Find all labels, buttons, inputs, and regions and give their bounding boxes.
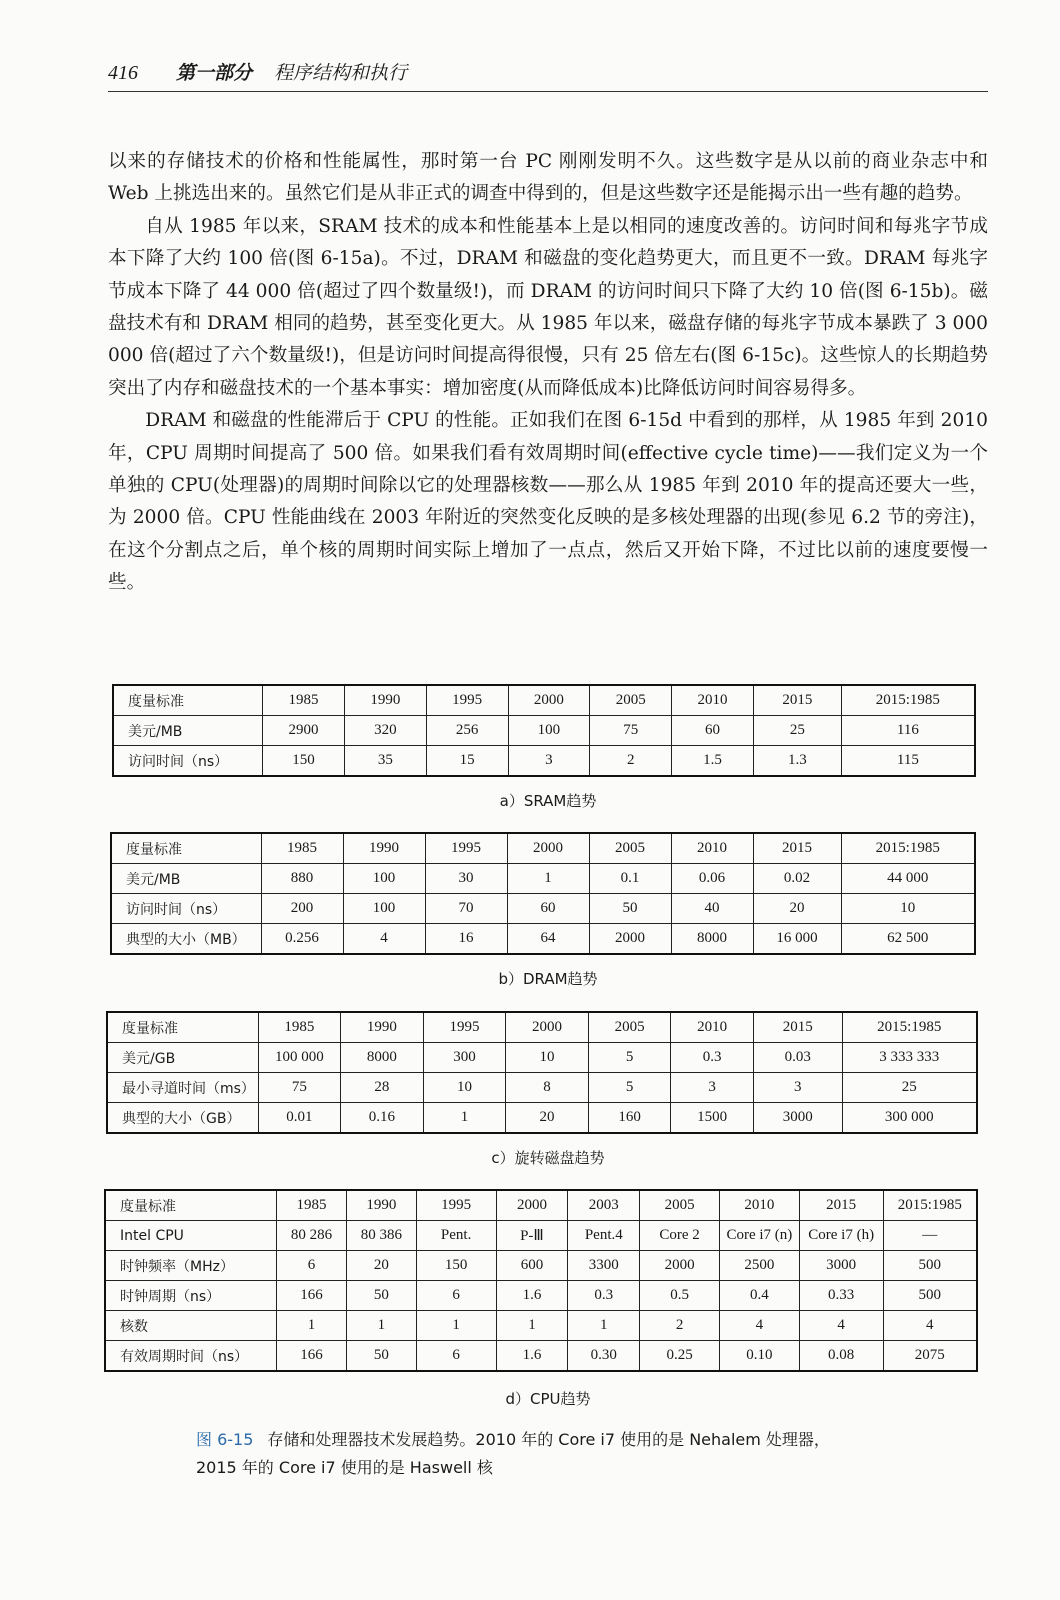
table-cell: 2900 [263, 716, 345, 746]
table-cell: 1990 [346, 1190, 416, 1221]
row-label: 度量标准 [107, 1012, 258, 1043]
table-cell: 15 [426, 746, 508, 777]
table-cell: 2 [590, 746, 672, 777]
chapter-title: 程序结构和执行 [274, 62, 408, 84]
table-cell: 62 500 [841, 924, 975, 955]
table-cell: 16 000 [753, 924, 841, 955]
table-cell: 20 [753, 894, 841, 924]
table-caption: d）CPU趋势 [505, 1390, 591, 1408]
table-row [105, 1251, 977, 1281]
part-label: 第一部分 [176, 62, 253, 84]
table-row [107, 1103, 977, 1134]
table-cell: 1 [568, 1311, 640, 1341]
row-label: 典型的大小（MB） [111, 924, 261, 955]
table-cell: Core i7 (h) [799, 1221, 883, 1251]
figure-caption [196, 1426, 956, 1482]
table-cell: 150 [263, 746, 345, 777]
table-cell: 4 [343, 924, 425, 955]
table-cell: 50 [589, 894, 671, 924]
table-cell: 1985 [258, 1012, 341, 1043]
table-cell: 1 [423, 1103, 506, 1134]
running-header [108, 56, 988, 92]
table-cell: 2015:1985 [842, 1012, 977, 1043]
table-cell: 4 [720, 1311, 800, 1341]
table-cell: — [883, 1221, 977, 1251]
table-cell: 1.3 [753, 746, 841, 777]
table-cell: 1 [277, 1311, 347, 1341]
table-cell: 80 386 [346, 1221, 416, 1251]
row-label: 度量标准 [105, 1190, 277, 1221]
table-cell: 2000 [589, 924, 671, 955]
table-cell: 3300 [568, 1251, 640, 1281]
table-cell: 1 [346, 1311, 416, 1341]
table-cell: 0.25 [640, 1341, 720, 1372]
table-cell: 2015:1985 [841, 833, 975, 864]
table-cell: 100 [343, 864, 425, 894]
table-cell: 1500 [671, 1103, 754, 1134]
row-label: 访问时间（ns） [111, 894, 261, 924]
figure-number: 图 6-15 [196, 1430, 254, 1449]
table-cell: 2000 [496, 1190, 568, 1221]
table-cell: 1995 [423, 1012, 506, 1043]
table-header-row [105, 1190, 977, 1221]
table-cell: 1995 [416, 1190, 496, 1221]
table-cell: 1 [416, 1311, 496, 1341]
table-header-row [107, 1012, 977, 1043]
table-cell: 0.3 [671, 1043, 754, 1073]
row-label: 美元/GB [107, 1043, 258, 1073]
table-cell: 10 [506, 1043, 589, 1073]
table-cell: 2000 [507, 833, 589, 864]
table-cell: 0.1 [589, 864, 671, 894]
table-cell: 3000 [799, 1251, 883, 1281]
table-cell: Core 2 [640, 1221, 720, 1251]
table-row [111, 864, 975, 894]
body-text [108, 146, 988, 600]
table-header-row [111, 833, 975, 864]
row-label: 核数 [105, 1311, 277, 1341]
table-cell: 20 [506, 1103, 589, 1134]
table-cell: 0.16 [341, 1103, 424, 1134]
figure-caption-line: 存储和处理器技术发展趋势。2010 年的 Core i7 使用的是 Nehalem 处理器， [267, 1430, 830, 1449]
table-cell: 40 [671, 894, 753, 924]
table-cell: 2010 [671, 833, 753, 864]
table-cell: 6 [277, 1251, 347, 1281]
table-cell: 64 [507, 924, 589, 955]
table-cell: Pent.4 [568, 1221, 640, 1251]
table-cell: 6 [416, 1341, 496, 1372]
table-cell: 1.5 [672, 746, 754, 777]
table-cell: 100 [343, 894, 425, 924]
table-cell: 10 [841, 894, 975, 924]
table-cell: 1985 [263, 685, 345, 716]
table-row [113, 716, 975, 746]
table-cell: 75 [590, 716, 672, 746]
table-cell: 880 [261, 864, 343, 894]
table-row [105, 1341, 977, 1372]
paragraph: 以来的存储技术的价格和性能属性，那时第一台 PC 刚刚发明不久。这些数字是从以前的商业杂志中和 Web 上挑选出来的。虽然它们是从非正式的调查中得到的，但是这些数字还是能揭示出一些有趣的趋势。 [108, 151, 988, 205]
sram-trend-table [112, 684, 976, 777]
table-cell: 3000 [753, 1103, 842, 1134]
table-cell: 3 [671, 1073, 754, 1103]
table-cell: 4 [883, 1311, 977, 1341]
table-cell: 115 [841, 746, 975, 777]
table-cell: 2 [640, 1311, 720, 1341]
table-cell: 600 [496, 1251, 568, 1281]
table-cell: 80 286 [277, 1221, 347, 1251]
table-cell: 28 [341, 1073, 424, 1103]
page-number: 416 [108, 62, 138, 84]
table-cell: 3 [753, 1073, 842, 1103]
row-label: 美元/MB [113, 716, 263, 746]
table-cell: 0.01 [258, 1103, 341, 1134]
row-label: 美元/MB [111, 864, 261, 894]
table-cell: 3 333 333 [842, 1043, 977, 1073]
table-cell: 1990 [343, 833, 425, 864]
table-cell: 1 [507, 864, 589, 894]
table-cell: 1985 [277, 1190, 347, 1221]
table-cell: 116 [841, 716, 975, 746]
table-cell: P-Ⅲ [496, 1221, 568, 1251]
table-cell: 1990 [341, 1012, 424, 1043]
table-cell: 44 000 [841, 864, 975, 894]
table-cell: 100 [508, 716, 590, 746]
table-cell: 60 [507, 894, 589, 924]
table-cell: 2003 [568, 1190, 640, 1221]
paragraph: DRAM 和磁盘的性能滞后于 CPU 的性能。正如我们在图 6-15d 中看到的那样，从 1985 年到 2010 年，CPU 周期时间提高了 500 倍。如果我们看有效周期时间(effective cycle time)——我们定义为一个单独的 CPU(处理器)的周期时间除以它的处理器核数——那么从 1985 年到 2010 年的提高还要大一些，为 2000 倍。CPU 性能曲线在 2003 年附近的突然变化反映的是多核处理器的出现(参见 6.2 节的旁注)，在这个分割点之后，单个核的周期时间实际上增加了一点点，然后又开始下降，不过比以前的速度要慢一些。 [108, 410, 988, 594]
table-cell: 1 [496, 1311, 568, 1341]
table-row [105, 1311, 977, 1341]
table-cell: 100 000 [258, 1043, 341, 1073]
table-cell: 50 [346, 1341, 416, 1372]
table-cell: 60 [672, 716, 754, 746]
table-cell: 2005 [588, 1012, 671, 1043]
table-cell: 1.6 [496, 1341, 568, 1372]
row-label: 时钟频率（MHz） [105, 1251, 277, 1281]
table-cell: 0.5 [640, 1281, 720, 1311]
paragraph: 自从 1985 年以来，SRAM 技术的成本和性能基本上是以相同的速度改善的。访问时间和每兆字节成本下降了大约 100 倍(图 6-15a)。不过，DRAM 和磁盘的变化趋势更大，而且更不一致。DRAM 每兆字节成本下降了 44 000 倍(超过了四个数量级!)，而 DRAM 的访问时间只下降了大约 10 倍(图 6-15b)。磁盘技术有和 DRAM 相同的趋势，甚至变化更大。从 1985 年以来，磁盘存储的每兆字节成本暴跌了 3 000 000 倍(超过了六个数量级!)，但是访问时间提高得很慢，只有 25 倍左右(图 6-15c)。这些惊人的长期趋势突出了内存和磁盘技术的一个基本事实：增加密度(从而降低成本)比降低访问时间容易得多。 [108, 215, 988, 399]
table-cell: 8000 [671, 924, 753, 955]
table-cell: 0.06 [671, 864, 753, 894]
table-cell: 0.02 [753, 864, 841, 894]
table-cell: Pent. [416, 1221, 496, 1251]
row-label: 典型的大小（GB） [107, 1103, 258, 1134]
table-cell: 320 [344, 716, 426, 746]
table-cell: 0.4 [720, 1281, 800, 1311]
table-cell: 8000 [341, 1043, 424, 1073]
row-label: 度量标准 [111, 833, 261, 864]
table-row [105, 1221, 977, 1251]
row-label: 有效周期时间（ns） [105, 1341, 277, 1372]
table-cell: 0.08 [799, 1341, 883, 1372]
table-row [113, 746, 975, 777]
row-label: Intel CPU [105, 1221, 277, 1251]
table-cell: 2005 [590, 685, 672, 716]
table-cell: 0.03 [753, 1043, 842, 1073]
table-cell: 2500 [720, 1251, 800, 1281]
table-cell: 2005 [589, 833, 671, 864]
table-cell: 30 [425, 864, 507, 894]
table-cell: 1985 [261, 833, 343, 864]
table-cell: 500 [883, 1251, 977, 1281]
table-row [107, 1073, 977, 1103]
table-cell: 6 [416, 1281, 496, 1311]
table-cell: 2000 [640, 1251, 720, 1281]
table-cell: 2015:1985 [883, 1190, 977, 1221]
table-cell: 25 [842, 1073, 977, 1103]
table-cell: 75 [258, 1073, 341, 1103]
table-cell: 5 [588, 1073, 671, 1103]
table-cell: 10 [423, 1073, 506, 1103]
dram-trend-table [110, 832, 976, 955]
table-cell: 8 [506, 1073, 589, 1103]
table-cell: 1995 [426, 685, 508, 716]
table-cell: 2010 [720, 1190, 800, 1221]
table-cell: 500 [883, 1281, 977, 1311]
table-cell: 2010 [672, 685, 754, 716]
table-cell: 1990 [344, 685, 426, 716]
row-label: 访问时间（ns） [113, 746, 263, 777]
table-cell: 50 [346, 1281, 416, 1311]
figure-caption-line: 2015 年的 Core i7 使用的是 Haswell 核 [196, 1458, 493, 1477]
table-cell: 70 [425, 894, 507, 924]
table-cell: 0.33 [799, 1281, 883, 1311]
table-cell: 2015 [753, 685, 841, 716]
table-caption: a）SRAM趋势 [499, 792, 597, 810]
table-cell: 0.3 [568, 1281, 640, 1311]
table-row [105, 1281, 977, 1311]
table-cell: Core i7 (n) [720, 1221, 800, 1251]
cpu-trend-table [104, 1189, 978, 1372]
table-row [111, 894, 975, 924]
table-cell: 1.6 [496, 1281, 568, 1311]
table-cell: 1995 [425, 833, 507, 864]
table-cell: 3 [508, 746, 590, 777]
table-cell: 256 [426, 716, 508, 746]
table-cell: 2015 [799, 1190, 883, 1221]
table-cell: 166 [277, 1341, 347, 1372]
table-cell: 2015 [753, 1012, 842, 1043]
table-cell: 150 [416, 1251, 496, 1281]
table-cell: 160 [588, 1103, 671, 1134]
table-cell: 300 000 [842, 1103, 977, 1134]
row-label: 度量标准 [113, 685, 263, 716]
table-cell: 25 [753, 716, 841, 746]
table-header-row [113, 685, 975, 716]
table-cell: 2000 [508, 685, 590, 716]
table-cell: 2015 [753, 833, 841, 864]
table-cell: 5 [588, 1043, 671, 1073]
row-label: 时钟周期（ns） [105, 1281, 277, 1311]
table-cell: 166 [277, 1281, 347, 1311]
table-caption: c）旋转磁盘趋势 [491, 1149, 605, 1167]
table-cell: 0.10 [720, 1341, 800, 1372]
table-caption: b）DRAM趋势 [498, 970, 598, 988]
table-row [111, 924, 975, 955]
table-cell: 35 [344, 746, 426, 777]
table-cell: 2010 [671, 1012, 754, 1043]
table-cell: 2005 [640, 1190, 720, 1221]
disk-trend-table [106, 1011, 978, 1134]
table-cell: 20 [346, 1251, 416, 1281]
table-cell: 300 [423, 1043, 506, 1073]
table-cell: 0.30 [568, 1341, 640, 1372]
table-cell: 200 [261, 894, 343, 924]
table-cell: 2000 [506, 1012, 589, 1043]
table-cell: 2015:1985 [841, 685, 975, 716]
table-cell: 2075 [883, 1341, 977, 1372]
table-cell: 16 [425, 924, 507, 955]
row-label: 最小寻道时间（ms） [107, 1073, 258, 1103]
table-cell: 0.256 [261, 924, 343, 955]
table-row [107, 1043, 977, 1073]
table-cell: 4 [799, 1311, 883, 1341]
